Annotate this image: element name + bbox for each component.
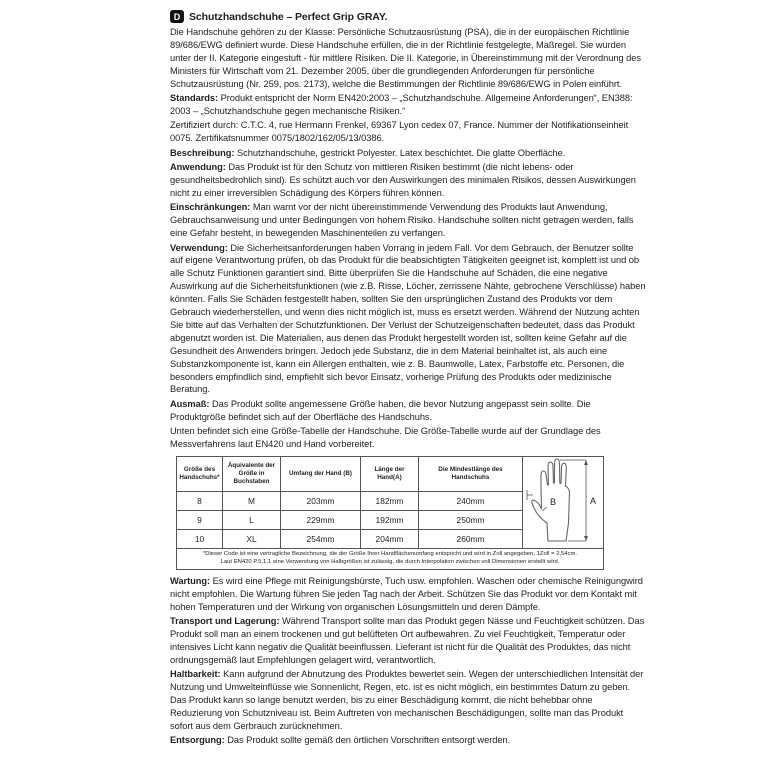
paragraph-label: Wartung: xyxy=(170,575,211,586)
paragraph-ausmass xyxy=(170,398,646,424)
paragraph-label: Beschreibung: xyxy=(170,147,235,158)
arrowhead-down-icon xyxy=(584,536,588,541)
cell-hand-length: 192mm xyxy=(361,511,419,530)
footnote-line-1: *Dieser Code ist eine vertragliche Bezeichnung, die der Größe Ihrer Handflächenumfang entspricht und wird in Zoll angegeben, 1Zoll = 2,54cm. xyxy=(202,551,578,557)
column-header-groesse: Größe des Handschuhs* xyxy=(177,457,223,492)
cell-hand-length: 204mm xyxy=(361,530,419,549)
paragraph-label: Ausmaß: xyxy=(170,398,210,409)
paragraph-label: Standards: xyxy=(170,93,219,104)
hand-measurement-diagram xyxy=(524,457,602,543)
column-header-aequivalente: Äquivalente der Größe in Buchstaben xyxy=(223,457,281,492)
paragraph-text: Es wird eine Pflege mit Reinigungsbürste, Tuch usw. empfohlen. Waschen oder chemische Reinigungwird nicht empfohlen. Die Wartung führen Sie jeden Tag nach der Arbeit. Schützen Sie das Produkt vor dem Kontakt mit hohen Temperaturen und der Wirkung von organischen Lösungsmitteln und deren Dämpfe. xyxy=(170,575,643,612)
paragraph-transport-lagerung xyxy=(170,615,646,667)
leaflet-content xyxy=(170,10,646,749)
paragraph-intro xyxy=(170,26,646,91)
paragraph-text: Kann aufgrund der Abnutzung des Produktes bewertet sein. Wegen der unterschiedlichen Intensität der Nutzung und Umwelteinflüsse wie Sonnenlicht, Regen, etc. ist es nicht möglich, ein bestimmtes Datum zu geben. Das Produkt kann so lange benutzt werden, bis zu einer Beschädigung kommt, die nicht behebbar ohne Reduzierung von Schutzniveau ist. Beim Auftreten von mechanischen Beschädigungen, sollte man das Produkt sofort aus dem Gerbrauch zurücknehmen. xyxy=(170,669,644,731)
paragraph-tabelle-hinweis xyxy=(170,425,646,451)
paragraph-entsorgung xyxy=(170,734,646,747)
paragraph-anwendung xyxy=(170,161,646,200)
hand-measurement-diagram-cell xyxy=(523,457,604,549)
paragraph-label: Entsorgung: xyxy=(170,735,225,746)
language-badge: D xyxy=(170,10,184,23)
paragraph-text: Die Sicherheitsanforderungen haben Vorrang in jedem Fall. Vor dem Gebrauch, der Benutzer sollte auf eigene Verantwortung prüfen, ob das Produkt für die beabsichtigten Tätigkeiten geeignet ist, komplett ist und ob alle Schutz Funktionen garantiert sind. Bitte überprüfen Sie die Handschuhe auf Schäden, die eine negative Auswirkung auf die Sicherheitsfunktionen (wie z.B. Risse, Löcher, zerrissene Nähte, gebrochene Verschlüsse) haben könnten. Falls Sie Schäden festgestellt haben, sollten Sie den ursprünglichen Zustand des Produkts vor dem Gebrauch wiederherstellen, und wenn dies nicht möglich ist, muss es ersetzt werden. Während der Nutzung achten Sie bitte auf das Verhalten der Schutzfunktionen. Der Verlust der Schutzeigenschaften bedeutet, dass das Produkt abgenutzt worden ist. Die Materialien, aus denen das Produkt hergestellt worden ist, sollten keine Gefahr auf die Gesundheit des Anwenders bringen. Jedoch jede Substanz, die in dem Material beinhaltet ist, als auch eine Substanzkomponente ist, kann ein Allergen enthalten, wie z. B. Baumwolle, Latex, Farbstoffe etc. Personen, die besonders empfindlich sind, empfiehlt sich bevor Einsatz, vorherige Prüfung des Produkts oder medizinische Beratung. xyxy=(170,242,646,395)
paragraph-wartung xyxy=(170,575,646,614)
label-a: A xyxy=(590,496,597,506)
cell-min-length: 260mm xyxy=(419,530,523,549)
paragraph-text: Während Transport sollte man das Produkt gegen Nässe und Feuchtigkeit schützen. Das Produkt soll man an einem trockenen und gut belüfteten Ort aufbewahren. Zu viel Feuchtigkeit, Temperatur oder intensives Licht kann negativ die Qualität beeinflussen. Lieferant ist nicht für die Qualität des Produktes, das nicht ordnungsgemäß laut Empfehlungen gelagert wird, verantwortlich. xyxy=(170,616,645,665)
paragraph-verwendung xyxy=(170,242,646,397)
paragraph-text: Produkt entspricht der Norm EN420:2003 – „Schutzhandschuhe. Allgemeine Anforderungen“, EN388: 2003 – „Schutzhandschuhe gegen mechanische Risiken.“ xyxy=(170,93,633,116)
paragraph-zertifiziert xyxy=(170,119,646,145)
cell-min-length: 240mm xyxy=(419,492,523,511)
cell-letter: L xyxy=(223,511,281,530)
document-header xyxy=(170,10,646,23)
table-header-row xyxy=(177,457,604,492)
cell-letter: M xyxy=(223,492,281,511)
paragraph-text: Das Produkt sollte angemessene Größe haben, die bevor Nutzung angepasst sein sollte. Die Produktgröße befindet sich auf der Oberfläche des Handschuhs. xyxy=(170,398,591,422)
glove-size-table xyxy=(176,456,604,570)
cell-size: 9 xyxy=(177,511,223,530)
cell-circumference: 203mm xyxy=(281,492,361,511)
cell-circumference: 229mm xyxy=(281,511,361,530)
cell-letter: XL xyxy=(223,530,281,549)
paragraph-beschreibung xyxy=(170,147,646,160)
cell-hand-length: 182mm xyxy=(361,492,419,511)
paragraph-einschraenkungen xyxy=(170,201,646,240)
paragraph-text: Schutzhandschuhe, gestrickt Polyester. Latex beschichtet. Die glatte Oberfläche. xyxy=(236,147,566,158)
cell-circumference: 254mm xyxy=(281,530,361,549)
paragraph-label: Transport und Lagerung: xyxy=(170,616,280,627)
paragraph-text: Man warnt vor der nicht übereinstimmende Verwendung des Produkts laut Anwendung, Gebrauchsanweisung und unter Bedingungen von hohem Risiko. Handschuhe sollten nicht getragen werden, falls eine Gefahr besteht, in bewegenden Maschinenteilen zu verfangen. xyxy=(170,202,634,239)
paragraph-text: Das Produkt sollte gemäß den örtlichen Vorschriften entsorgt werden. xyxy=(227,735,511,746)
page-title: Schutzhandschuhe – Perfect Grip GRAY. xyxy=(189,10,388,23)
paragraph-standards xyxy=(170,92,646,118)
footnote-line-2: Laut EN420 P.5.1.1 eine Verwendung von Halbgrößen ist zulässig, die durch Interpolation zwischen voll Dimensionen erstellt wird. xyxy=(220,558,560,565)
paragraph-text: Das Produkt ist für den Schutz von mittleren Risiken bestimmt (die nicht lebens- oder gesundheitsbedrohlich sind). Es schützt auch vor den Auswirkungen des minimalen Risikos, dessen Auswirkungen nicht zu einer irreversiblen Schädigung des Körpers führen können. xyxy=(170,162,636,198)
paragraph-text: Die Handschuhe gehören zu der Klasse: Persönliche Schutzausrüstung (PSA), die in der europäischen Richtlinie 89/686/EWG definiert wurde. Diese Handschuhe erfüllen, die in der Richtlinie festgelegte, Maßregel. Sie wurden unter der II. Kategorie eingestuft - für mittlere Risiken. Die II. Kategorie, in Übereinstimmung mit der Verordnung des Ministers für Wirtschaft vom 21. Dezember 2005, über die grundlegenden Anforderungen für persönliche Schutzausrüstung (Nr. 259, pos. 2173), welche die Bestimmungen der Richtlinie 89/686/EWG in Polen einführt. xyxy=(170,27,642,89)
column-header-laenge: Länge der Hand(A) xyxy=(361,457,419,492)
paragraph-haltbarkeit xyxy=(170,668,646,733)
paragraph-text: Unten befindet sich eine Größe-Tabelle der Handschuhe. Die Größe-Tabelle wurde auf der Grundlage des Messverfahrens laut EN420 und Hand vorbereitet. xyxy=(170,426,601,450)
cell-size: 8 xyxy=(177,492,223,511)
label-b: B xyxy=(550,497,557,507)
column-header-umfang: Umfang der Hand (B) xyxy=(281,457,361,492)
paragraph-label: Haltbarkeit: xyxy=(170,669,221,680)
cell-size: 10 xyxy=(177,530,223,549)
paragraph-label: Anwendung: xyxy=(170,162,226,173)
paragraph-label: Verwendung: xyxy=(170,242,228,253)
paragraph-text: Zertifiziert durch: C.T.C. 4, rue Hermann Frenkel, 69367 Lyon cedex 07, France. Nummer der Notifikationseinheit 0075. Zertifikatsnummer 0075/1802/162/05/13/0386. xyxy=(170,120,629,144)
table-footnote-row xyxy=(177,549,604,570)
cell-min-length: 250mm xyxy=(419,511,523,530)
table-footnote xyxy=(177,549,604,570)
arrowhead-up-icon xyxy=(584,460,588,465)
column-header-mindestlaenge: Die Mindestlänge des Handschuhs xyxy=(419,457,523,492)
paragraph-label: Einschränkungen: xyxy=(170,202,251,213)
